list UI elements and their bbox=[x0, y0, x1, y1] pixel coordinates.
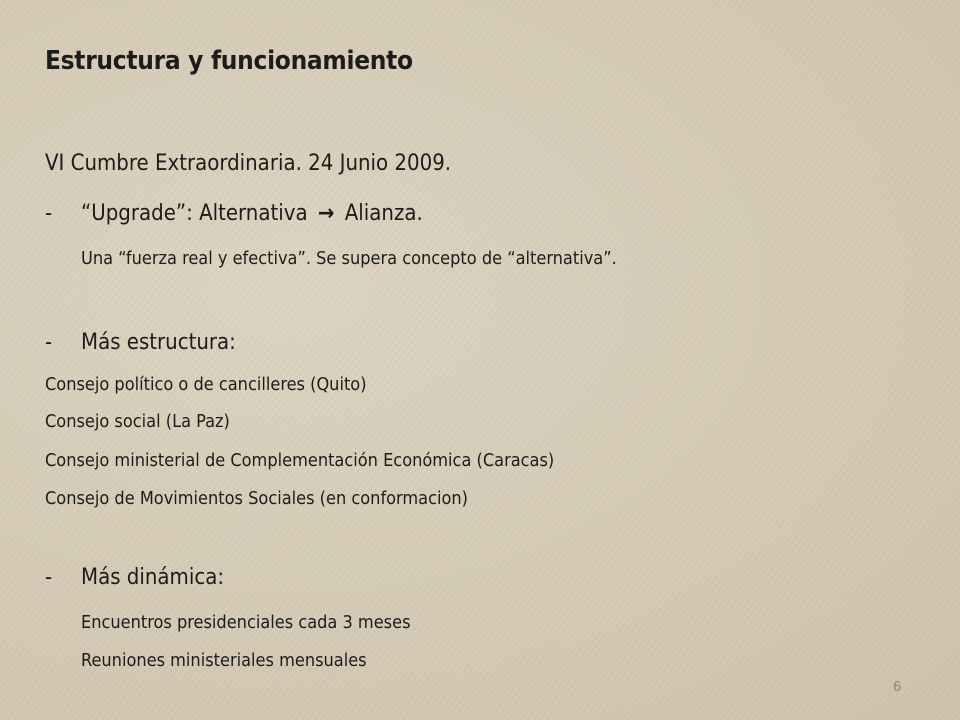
page-number: 6 bbox=[893, 680, 902, 695]
consejo-item: Consejo político o de cancilleres (Quito) bbox=[45, 374, 367, 395]
bullet-dash: - bbox=[45, 201, 53, 226]
mas-dinamica-label: Más dinámica: bbox=[81, 565, 225, 590]
mas-estructura-bullet bbox=[45, 332, 236, 354]
dinamica-item: Encuentros presidenciales cada 3 meses bbox=[81, 612, 411, 633]
intro-line: VI Cumbre Extraordinaria. 24 Junio 2009. bbox=[45, 151, 452, 176]
slide-title: Estructura y funcionamiento bbox=[45, 46, 413, 76]
consejo-item: Consejo ministerial de Complementación Económica (Caracas) bbox=[45, 450, 555, 471]
right-arrow-icon: → bbox=[317, 201, 335, 226]
bullet-dash: - bbox=[45, 330, 53, 355]
upgrade-text-after: Alianza. bbox=[344, 201, 423, 226]
mas-estructura-label: Más estructura: bbox=[81, 330, 236, 355]
dinamica-item: Reuniones ministeriales mensuales bbox=[81, 650, 367, 671]
upgrade-text-before: “Upgrade”: Alternativa bbox=[81, 201, 308, 226]
mas-dinamica-bullet bbox=[45, 567, 224, 589]
upgrade-bullet bbox=[45, 203, 423, 225]
bullet-dash: - bbox=[45, 565, 53, 590]
upgrade-subtext: Una “fuerza real y efectiva”. Se supera concepto de “alternativa”. bbox=[81, 248, 617, 269]
consejo-item: Consejo de Movimientos Sociales (en conformacion) bbox=[45, 488, 468, 509]
consejo-item: Consejo social (La Paz) bbox=[45, 411, 230, 432]
